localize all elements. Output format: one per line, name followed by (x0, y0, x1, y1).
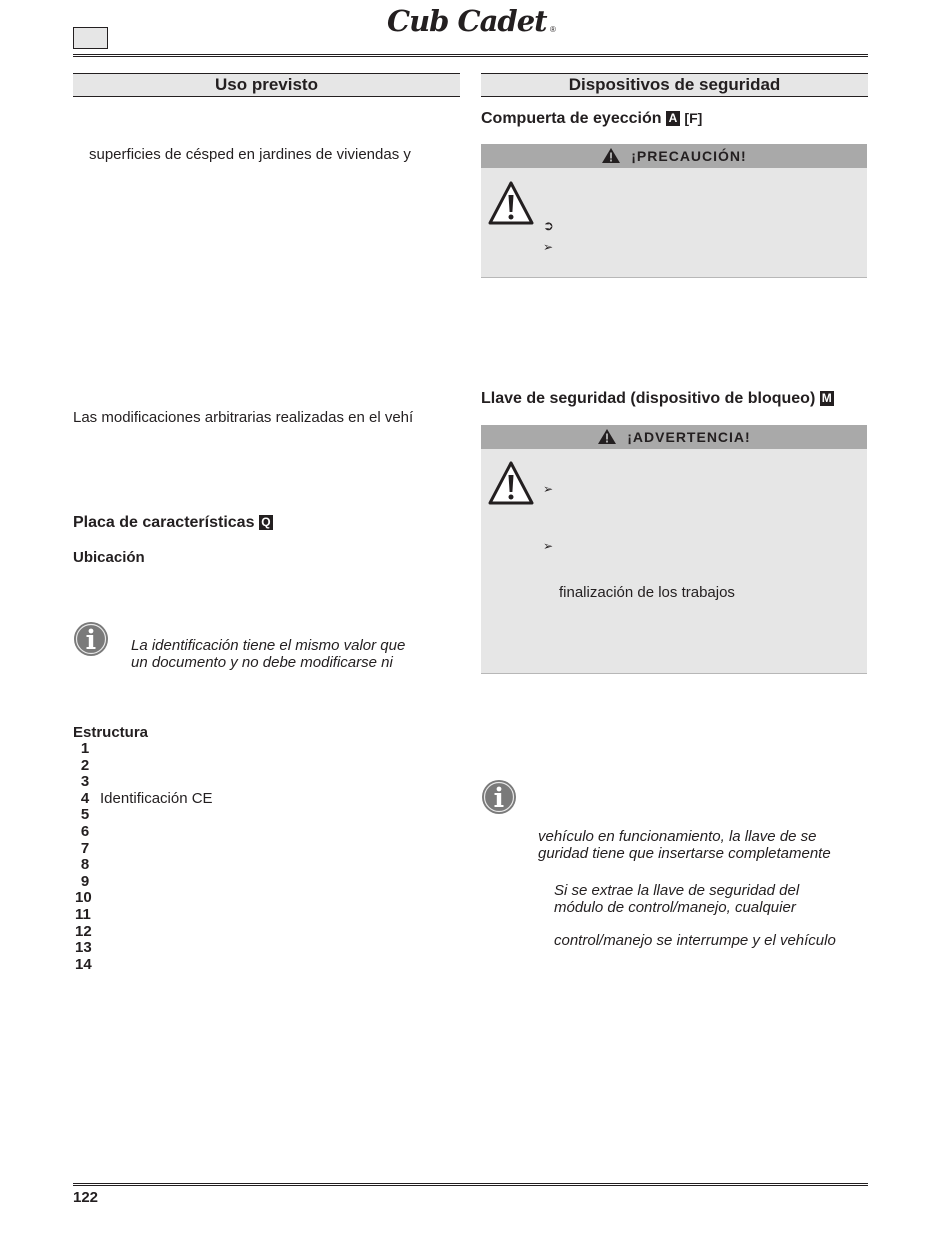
modifications-text: Las modificaciones arbitrarias realizadas en el vehí (73, 409, 414, 426)
info-note (131, 637, 405, 671)
svg-text:Cub Cadet: Cub Cadet (387, 4, 547, 36)
warning-text: finalización de los trabajos (559, 584, 735, 601)
svg-text:®: ® (550, 25, 556, 34)
intended-use-heading: Uso previsto (73, 73, 460, 97)
safety-key-title: Llave de seguridad (dispositivo de bloqueo) (481, 390, 816, 407)
caution-bar (481, 144, 867, 168)
warning-triangle-icon (601, 147, 621, 171)
caution-label: ¡PRECAUCIÓN! (631, 148, 747, 164)
ejection-figure-badge: A (666, 111, 680, 126)
safety-key-heading (481, 390, 834, 408)
list-item: 6 (80, 822, 90, 840)
caution-bullet: ➲ (543, 218, 554, 233)
list-item: 9 (80, 872, 90, 890)
note-line: control/manejo se interrumpe y el vehículo (554, 932, 836, 949)
list-item: 10 (75, 889, 92, 907)
safety-devices-heading: Dispositivos de seguridad (481, 73, 868, 97)
caution-bullet: ➢ (543, 240, 554, 254)
safety-key-note-detail (554, 882, 799, 916)
note-line: vehículo en funcionamiento, la llave de se (538, 828, 817, 845)
safety-key-figure-badge: M (821, 391, 832, 405)
warning-box (481, 425, 867, 674)
ejection-ref: [F] (684, 110, 703, 126)
note-line: Si se extrae la llave de seguridad del (554, 882, 800, 899)
location-heading: Ubicación (73, 549, 145, 566)
nameplate-title: Placa de características (73, 514, 255, 531)
list-item: 7 (80, 839, 90, 857)
list-item: 14 (75, 955, 92, 973)
language-box (73, 27, 108, 49)
list-item: 3 (80, 773, 90, 791)
ejection-heading (481, 110, 702, 128)
warning-label: ¡ADVERTENCIA! (627, 429, 751, 445)
large-warning-triangle-icon (487, 460, 535, 511)
caution-box (481, 144, 867, 278)
structure-heading: Estructura (73, 724, 149, 741)
structure-list (73, 741, 273, 973)
warning-bullet: ➢ (543, 482, 554, 496)
list-item: 8 (80, 856, 90, 874)
list-item: 13 (75, 939, 92, 957)
list-item: 1 (80, 740, 90, 757)
list-item: 5 (80, 806, 90, 824)
info-icon (73, 621, 109, 662)
large-warning-triangle-icon (487, 180, 535, 231)
cub-cadet-logo (385, 2, 565, 36)
list-item: 2 (80, 756, 90, 774)
nameplate-heading (73, 514, 273, 532)
list-item: 11 (75, 905, 91, 923)
header-rule (73, 54, 868, 57)
safety-key-note (538, 828, 831, 862)
intended-use-text: superficies de césped en jardines de viviendas y (89, 146, 411, 163)
note-line: módulo de control/manejo, cualquier (554, 899, 796, 916)
info-note-line: un documento y no debe modificarse ni (131, 654, 393, 671)
page-number: 122 (73, 1189, 99, 1206)
warning-bullet: ➢ (543, 539, 554, 553)
warning-bar (481, 425, 867, 449)
info-note-line: La identificación tiene el mismo valor que (131, 637, 406, 654)
info-icon (481, 779, 517, 820)
list-item: 4 Identificación CE (80, 789, 213, 807)
nameplate-figure-badge: Q (259, 515, 273, 530)
list-item: 12 (75, 922, 92, 940)
footer-rule (73, 1183, 868, 1186)
warning-triangle-icon (597, 428, 617, 452)
ejection-title: Compuerta de eyección (481, 110, 662, 127)
note-line: guridad tiene que insertarse completamente (538, 845, 831, 862)
